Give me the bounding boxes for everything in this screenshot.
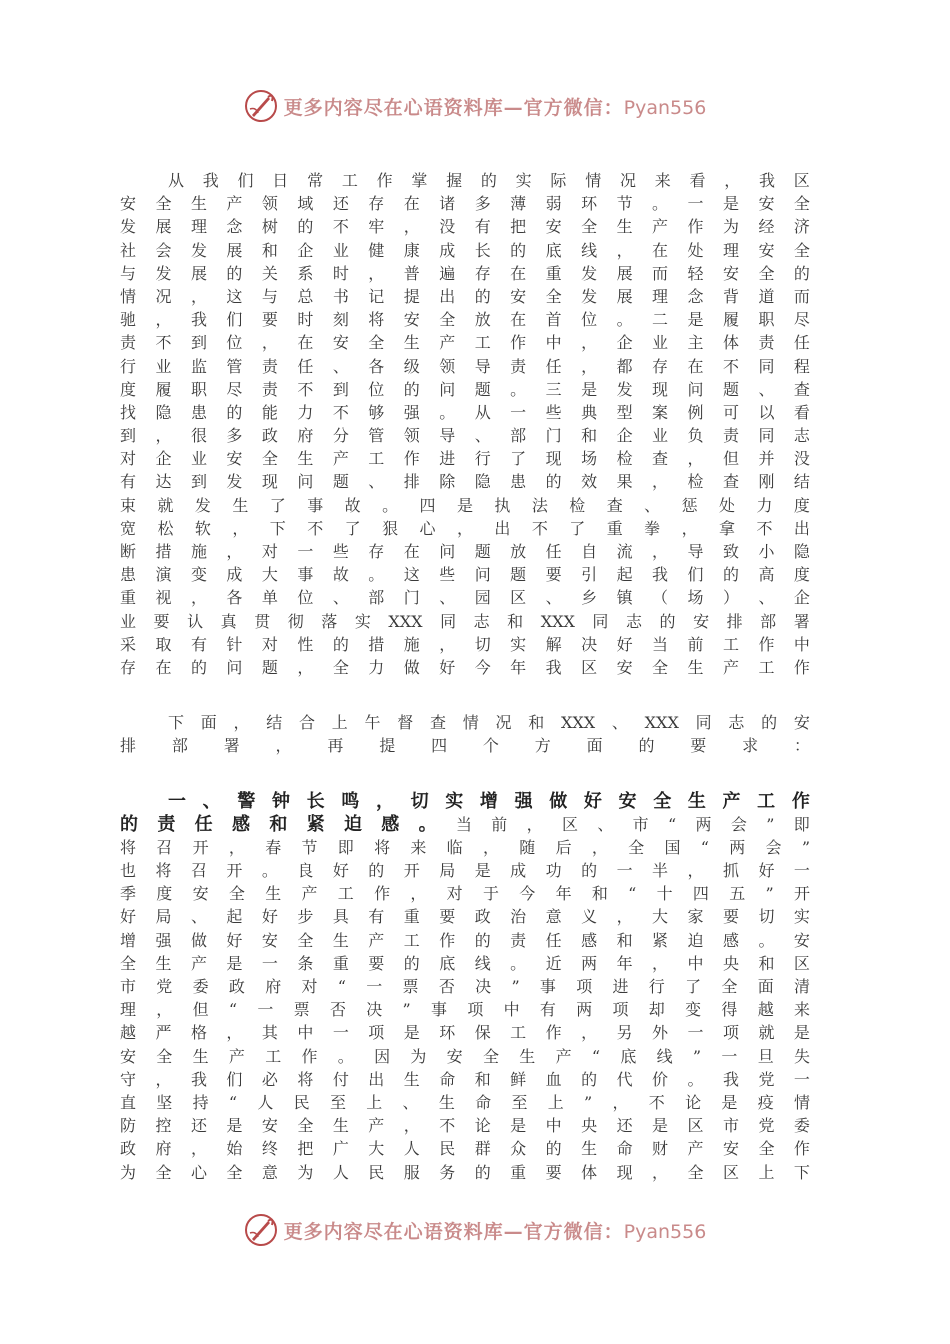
- text-line: 业 要 认 真 贯 彻 落 实 XXX 同 志 和 XXX 同 志 的 安 排 部 署: [120, 611, 810, 631]
- text-line: 找 隐 患 的 能 力 不 够 强 。 从 一 些 典 型 案 例 可 以 看: [120, 402, 810, 422]
- text-line: 发 展 理 念 树 的 不 牢 ， 没 有 把 安 全 生 产 作 为 经 济: [120, 217, 810, 237]
- text-line: 政 府 ， 始 终 把 广 大 人 民 群 众 的 生 命 财 产 安 全 作: [120, 1139, 810, 1159]
- text-line: 束 就 发 生 了 事 故 。 四 是 执 法 检 查 、 惩 处 力 度: [120, 495, 810, 515]
- text-line: 采 取 有 针 对 性 的 措 施 ， 切 实 解 决 好 当 前 工 作 中: [120, 634, 810, 654]
- text-line: 直 坚 持 “ 人 民 至 上 、 生 命 至 上 ” ， 不 论 是 疫 情: [120, 1092, 810, 1112]
- text-line: 好 局 、 起 好 步 具 有 重 要 政 治 意 义 ， 大 家 要 切 实: [120, 907, 810, 927]
- footer-watermark-banner: [0, 1208, 950, 1252]
- text-line: 宽 松 软 ， 下 不 了 狠 心 ， 出 不 了 重 拳 ， 拿 不 出: [120, 518, 810, 538]
- text-line: 安 全 生 产 领 域 还 存 在 诸 多 薄 弱 环 节 。 一 是 安 全: [120, 194, 810, 214]
- paragraph-gap: [120, 679, 810, 711]
- text-line: 为 全 心 全 意 为 人 民 服 务 的 重 要 体 现 ， 全 区 上 下: [120, 1162, 810, 1182]
- text-line: 下 面 ， 结 合 上 午 督 查 情 况 和 XXX 、 XXX 同 志 的 安: [168, 713, 810, 733]
- text-line: 防 控 还 是 安 全 生 产 ， 不 论 是 中 央 还 是 区 市 党 委: [120, 1116, 810, 1136]
- text-line: 度 履 职 尽 责 不 到 位 的 问 题 。 三 是 发 现 问 题 、 查: [120, 379, 810, 399]
- text-line: 情 况 ， 这 与 总 书 记 提 出 的 安 全 发 展 理 念 背 道 而: [120, 286, 810, 306]
- text-line: 断 措 施 ， 对 一 些 存 在 问 题 放 任 自 流 ， 导 致 小 隐: [120, 542, 810, 561]
- text-line: 存 在 的 问 题 ， 全 力 做 好 今 年 我 区 安 全 生 产 工 作: [120, 657, 810, 677]
- text-line: 的 责 任 感 和 紧 迫 感 。 当 前 ， 区 、 市 “ 两 会 ” 即: [120, 813, 810, 835]
- text-line: 增 强 做 好 安 全 生 产 工 作 的 责 任 感 和 紧 迫 感 。 安: [120, 930, 810, 950]
- text-line: 排 部 署 ， 再 提 四 个 方 面 的 要 求 ：: [120, 736, 810, 756]
- text-line: 越 严 格 ， 其 中 一 项 是 环 保 工 作 ， 另 外 一 项 就 是: [120, 1023, 810, 1043]
- text-line: 安 全 生 产 工 作 。 因 为 安 全 生 产 “ 底 线 ” 一 旦 失: [120, 1046, 810, 1066]
- watermark-text: 更多内容尽在心语资料库—官方微信：Pyan556: [283, 1220, 707, 1243]
- text-line: 行 业 监 管 责 任 、 各 级 领 导 责 任 ， 都 存 在 不 同 程: [120, 356, 810, 376]
- text-line: 理 ， 但 “ 一 票 否 决 ” 事 项 中 有 两 项 却 变 得 越 来: [120, 1000, 810, 1020]
- text-line: 市 党 委 政 府 对 “ 一 票 否 决 ” 事 项 进 行 了 全 面 清: [120, 977, 810, 996]
- header-watermark-banner: [0, 84, 950, 128]
- text-line: 有 达 到 发 现 问 题 、 排 除 隐 患 的 效 果 ， 检 查 刚 结: [120, 472, 810, 492]
- text-line: 从 我 们 日 常 工 作 掌 握 的 实 际 情 况 来 看 ， 我 区: [168, 171, 810, 190]
- text-line: 驰 ， 我 们 要 时 刻 将 安 全 放 在 首 位 。 二 是 履 职 尽: [120, 310, 810, 330]
- text-line: 季 度 安 全 生 产 工 作 ， 对 于 今 年 和 “ 十 四 五 ” 开: [120, 884, 810, 904]
- paragraph-gap: [120, 758, 810, 790]
- quill-logo-icon: [244, 1213, 278, 1247]
- text-line: 对 企 业 安 全 生 产 工 作 进 行 了 现 场 检 查 ， 但 并 没: [120, 449, 810, 469]
- text-line: 到 ， 很 多 政 府 分 管 领 导 、 部 门 和 企 业 负 责 同 志: [120, 426, 810, 446]
- text-line: 患 演 变 成 大 事 故 。 这 些 问 题 要 引 起 我 们 的 高 度: [120, 565, 810, 585]
- text-line: 守 ， 我 们 必 将 付 出 生 命 和 鲜 血 的 代 价 。 我 党 一: [120, 1069, 810, 1089]
- text-line: 全 生 产 是 一 条 重 要 的 底 线 。 近 两 年 ， 中 央 和 区: [120, 953, 810, 973]
- text-line: 责 不 到 位 ， 在 安 全 生 产 工 作 中 ， 企 业 主 体 责 任: [120, 333, 810, 353]
- text-line: 一 、 警 钟 长 鸣 ， 切 实 增 强 做 好 安 全 生 产 工 作: [168, 790, 810, 812]
- text-line: 重 视 ， 各 单 位 、 部 门 、 园 区 、 乡 镇 （ 场 ） 、 企: [120, 588, 810, 608]
- document-body: [120, 169, 810, 1184]
- quill-logo-icon: [244, 89, 278, 123]
- text-line: 与 发 展 的 关 系 时 ， 普 遍 存 在 重 发 展 而 轻 安 全 的: [120, 263, 810, 283]
- text-line: 社 会 发 展 和 企 业 健 康 成 长 的 底 线 ， 在 处 理 安 全: [120, 240, 810, 260]
- text-line: 也 将 召 开 。 良 好 的 开 局 是 成 功 的 一 半 ， 抓 好 一: [120, 861, 810, 881]
- text-line: 将 召 开 ， 春 节 即 将 来 临 ， 随 后 ， 全 国 “ 两 会 ”: [120, 837, 810, 857]
- watermark-text: 更多内容尽在心语资料库—官方微信：Pyan556: [283, 96, 707, 119]
